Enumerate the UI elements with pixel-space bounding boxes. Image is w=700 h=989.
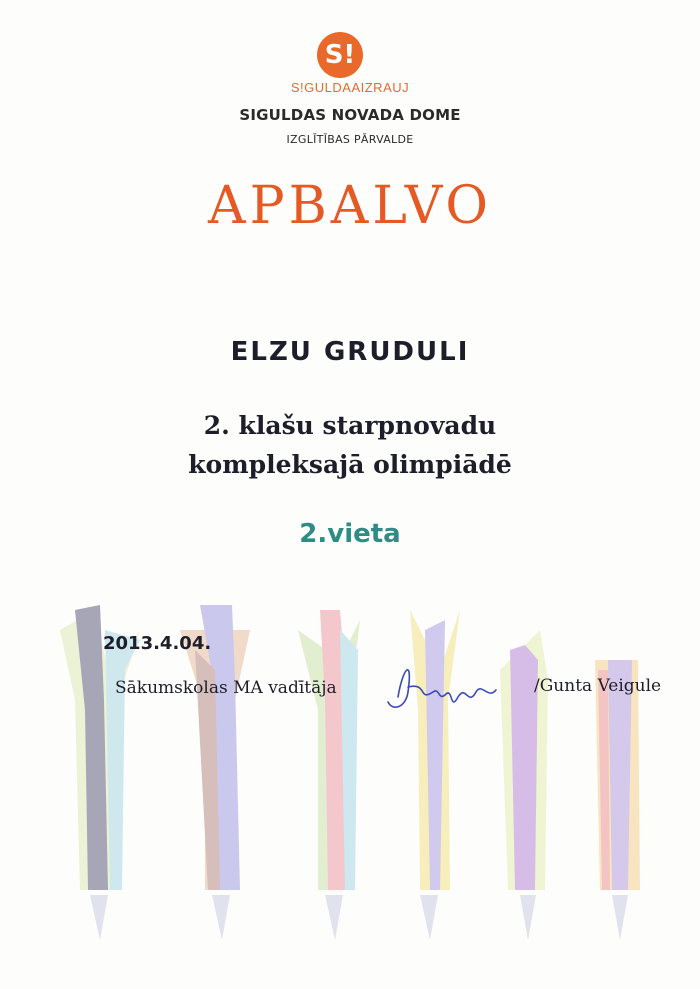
signatory-role: Sākumskolas MA vadītāja: [115, 678, 337, 698]
event-line-1: 2. klašu starpnovadu: [203, 411, 497, 440]
hand-pencil-icon: [595, 660, 640, 940]
award-date: 2013.4.04.: [103, 633, 212, 654]
brand-prefix: S!GULDA: [290, 80, 352, 95]
event-line-2: kompleksajā olimpiādē: [188, 450, 512, 479]
signatory-name: /Gunta Veigule: [534, 676, 662, 696]
recipient-name: ELZU GRUDULI: [230, 337, 470, 367]
brand-suffix: AIZRAUJ: [351, 80, 410, 95]
issuer-department: IZGLĪTĪBAS PĀRVALDE: [286, 133, 414, 146]
hand-pencil-icon: [180, 605, 250, 940]
issuer-organization: SIGULDAS NOVADA DOME: [239, 106, 461, 124]
hand-pencil-icon: [298, 610, 360, 940]
place-label: 2.vieta: [299, 519, 401, 549]
hand-pencil-icon: [60, 605, 140, 940]
award-title: APBALVO: [208, 176, 492, 236]
brand-tagline: [0, 80, 700, 95]
logo-mark: S!: [317, 32, 363, 78]
handwritten-signature: [378, 652, 508, 722]
